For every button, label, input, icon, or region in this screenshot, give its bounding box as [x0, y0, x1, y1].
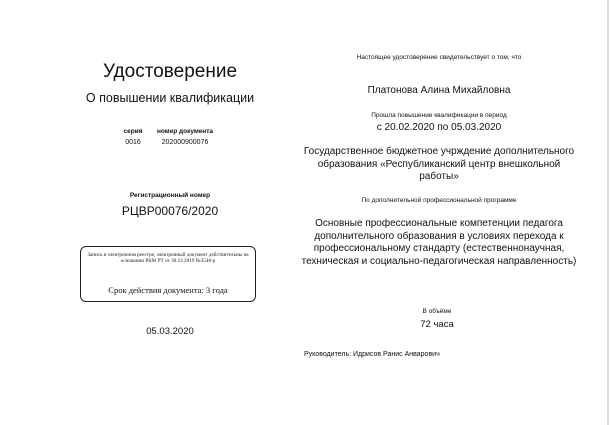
registry-stamp-box [80, 246, 256, 302]
document-number-label: номер документа [156, 128, 214, 135]
registry-note: Запись в электронном реестре, электронный документ действительны на основании РКМ РТ от 30.12.2019 №3548-р [87, 252, 249, 265]
series-label: серия [123, 128, 143, 135]
validity-period: Срок действия документа: 3 года [108, 285, 228, 295]
organization-name: Государственное бюджетное учрждение дополнительного образования «Республиканский центр внешкольной работы» [303, 146, 575, 182]
certificate-title: Удостоверение [102, 61, 238, 82]
training-period-label: Прошла повышение квалификации в период [371, 112, 507, 119]
program-name: Основные профессиональные компетенции педагога дополнительного образования в условиях перехода к профессиональному стандарту (естественнонаучная, техническая и социально-педагогическая направленность) [301, 218, 577, 267]
page-edge-divider [607, 0, 609, 425]
certify-text: Настоящее удостоверение свидетельствует о том, что [356, 54, 522, 61]
certificate-subtitle: О повышении квалификации [85, 91, 255, 105]
director-signature-line: Руководитель: Идрисов Ранис Анварович [304, 351, 440, 358]
program-label: По дополнительной профессиональной программе [361, 197, 517, 204]
series-value: 0016 [125, 139, 141, 146]
volume-value: 72 часа [420, 319, 454, 330]
registration-number-label: Регистрационный номер [129, 192, 211, 199]
volume-label: В объёме [422, 308, 452, 315]
training-period-value: с 20.02.2020 по 05.03.2020 [376, 122, 502, 133]
holder-full-name: Платонова Алина Михайловна [367, 85, 511, 96]
registration-number-value: РЦВР00076/2020 [121, 204, 219, 218]
document-number-value: 202000900076 [161, 139, 209, 146]
issue-date: 05.03.2020 [146, 326, 194, 337]
